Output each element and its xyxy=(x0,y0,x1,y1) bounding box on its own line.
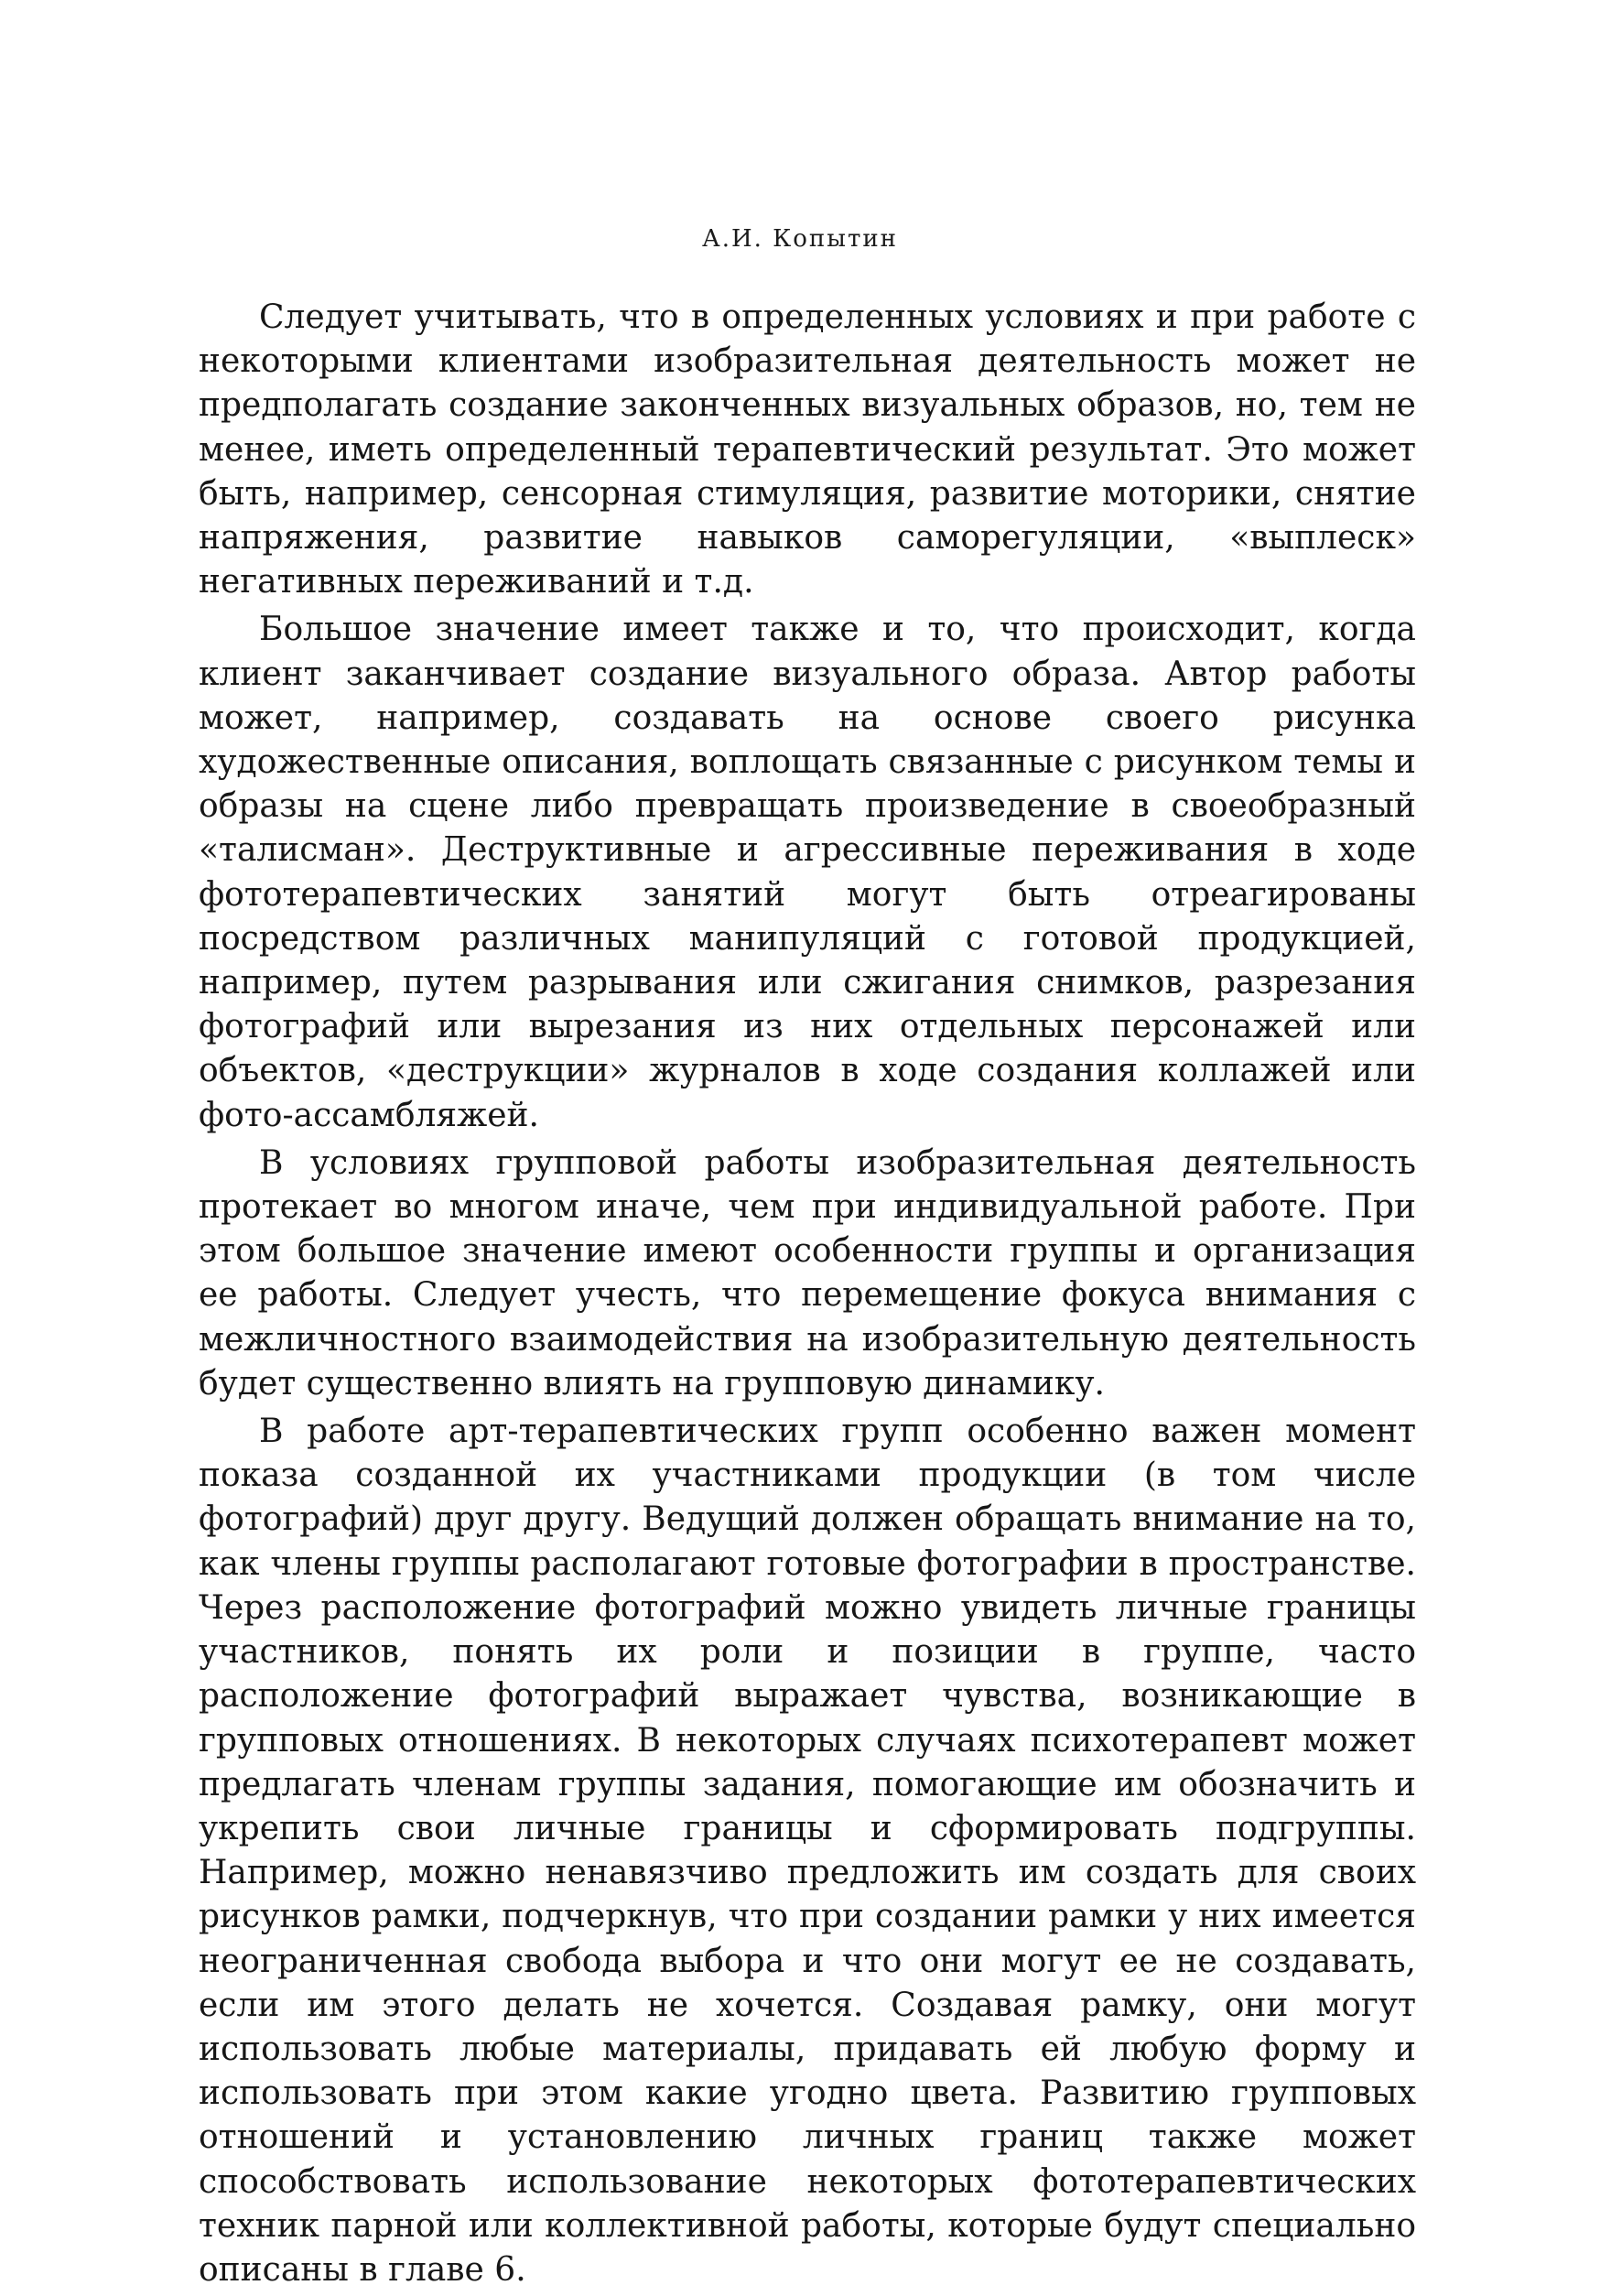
paragraph: Следует учитывать, что в определенных условиях и при работе с некоторыми клиентами изобразительная деятельность может не предполагать создание законченных визуальных образов, но, тем не менее, иметь определенный терапевтический результат. Это может быть, например, сенсорная стимуляция, развитие моторики, снятие напряжения, развитие навыков саморегуляции, «выплеск» негативных переживаний и т.д. xyxy=(199,298,1416,601)
body-text xyxy=(199,296,1416,2296)
paragraph: В работе арт-терапевтических групп особенно важен момент показа созданной их участниками продукции (в том числе фотографий) друг другу. Ведущий должен обращать внимание на то, как члены группы располагают готовые фотографии в пространстве. Через расположение фотографий можно увидеть личные границы участников, понять их роли и позиции в группе, часто расположение фотографий выражает чувства, возникающие в групповых отношениях. В некоторых случаях психотерапевт может предлагать членам группы задания, помогающие им обозначить и укрепить свои личные границы и сформировать подгруппы. Например, можно ненавязчиво предложить им создать для своих рисунков рамки, подчеркнув, что при создании рамки у них имеется неограниченная свобода выбора и что они могут ее не создавать, если им этого делать не хочется. Создавая рамку, они могут использовать любые материалы, придавать ей любую форму и использовать при этом какие угодно цвета. Развитию групповых отношений и установлению личных границ также может способствовать использование некоторых фототерапевтических техник парной или коллективной работы, которые будут специально описаны в главе 6. xyxy=(199,1413,1416,2289)
running-head-author: А.И. Копытин xyxy=(702,225,898,253)
paragraph: В условиях групповой работы изобразительная деятельность протекает во многом иначе, чем при индивидуальной работе. При этом большое значение имеют особенности группы и организация ее работы. Следует учесть, что перемещение фокуса внимания с межличностного взаимодействия на изобразительную деятельность будет существенно влиять на групповую динамику. xyxy=(199,1143,1416,1403)
paragraph: Большое значение имеет также и то, что происходит, когда клиент заканчивает создание визуального образа. Автор работы может, например, создавать на основе своего рисунка художественные описания, воплощать связанные с рисунком темы и образы на сцене либо превращать произведение в своеобразный «талисман». Деструктивные и агрессивные переживания в ходе фототерапевтических занятий могут быть отреагированы посредством различных манипуляций с готовой продукцией, например, путем разрывания или сжигания снимков, разрезания фотографий или вырезания из них отдельных персонажей или объектов, «деструкции» журналов в ходе создания коллажей или фото-ассамбляжей. xyxy=(199,611,1416,1134)
